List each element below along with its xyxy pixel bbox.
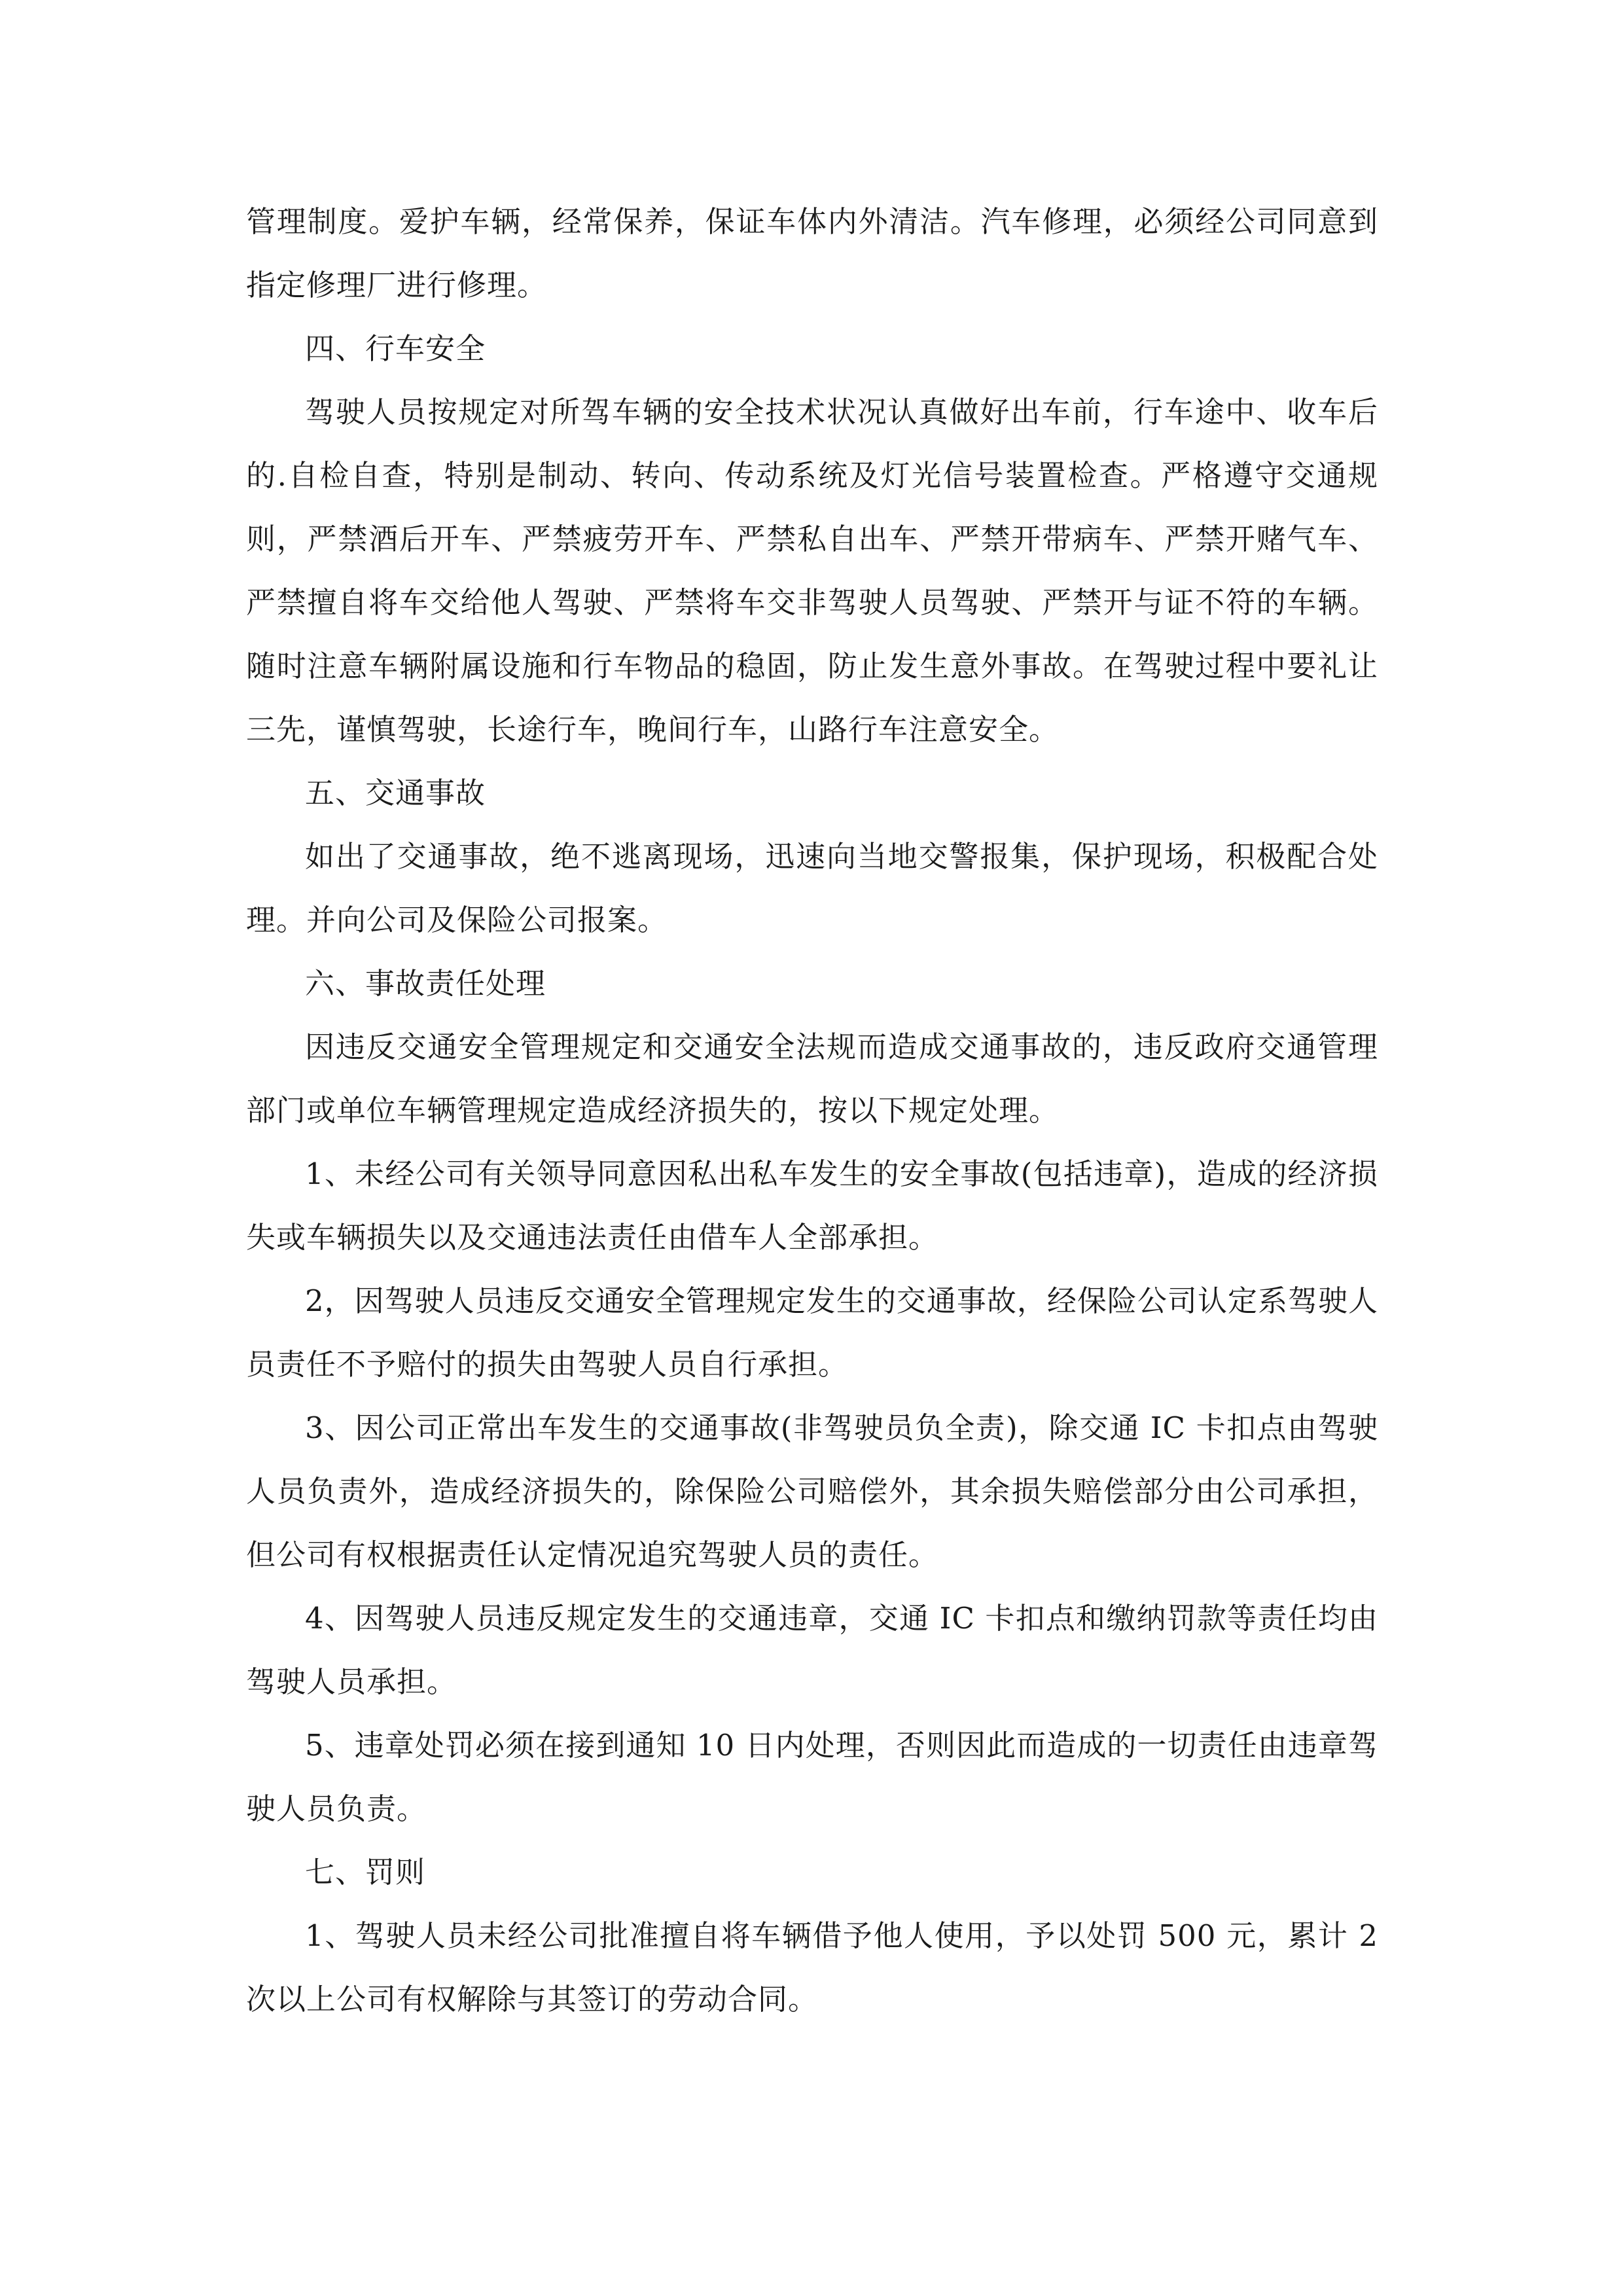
- section-heading-traffic-accident: 五、交通事故: [305, 776, 486, 810]
- list-item-liability-4: 4、因驾驶人员违反规定发生的交通违章，交通 IC 卡扣点和缴纳罚款等责任均由驾驶人员承担。: [246, 1601, 1378, 1699]
- list-item-liability-1: 1、未经公司有关领导同意因私出私车发生的安全事故(包括违章)，造成的经济损失或车辆损失以及交通违法责任由借车人全部承担。: [246, 1157, 1378, 1255]
- paragraph-accident-liability: 因违反交通安全管理规定和交通安全法规而造成交通事故的，违反政府交通管理部门或单位车辆管理规定造成经济损失的，按以下规定处理。: [246, 1030, 1378, 1128]
- list-item-liability-5: 5、违章处罚必须在接到通知 10 日内处理，否则因此而造成的一切责任由违章驾驶人员负责。: [246, 1728, 1378, 1826]
- list-item-penalty-1: 1、驾驶人员未经公司批准擅自将车辆借予他人使用，予以处罚 500 元，累计 2 次以上公司有权解除与其签订的劳动合同。: [246, 1918, 1378, 2017]
- section-heading-penalties: 七、罚则: [305, 1855, 426, 1890]
- paragraph-continued: 管理制度。爱护车辆，经常保养，保证车体内外清洁。汽车修理，必须经公司同意到指定修理厂进行修理。: [246, 204, 1378, 302]
- section-heading-driving-safety: 四、行车安全: [305, 331, 486, 366]
- document-page: [246, 190, 1378, 2031]
- list-item-liability-3: 3、因公司正常出车发生的交通事故(非驾驶员负全责)，除交通 IC 卡扣点由驾驶人员负责外，造成经济损失的，除保险公司赔偿外，其余损失赔偿部分由公司承担，但公司有权根据责任认定情况追究驾驶人员的责任。: [246, 1410, 1378, 1572]
- paragraph-traffic-accident: 如出了交通事故，绝不逃离现场，迅速向当地交警报集，保护现场，积极配合处理。并向公司及保险公司报案。: [246, 839, 1378, 937]
- section-heading-accident-liability: 六、事故责任处理: [305, 966, 546, 1001]
- list-item-liability-2: 2，因驾驶人员违反交通安全管理规定发生的交通事故，经保险公司认定系驾驶人员责任不予赔付的损失由驾驶人员自行承担。: [246, 1283, 1378, 1382]
- paragraph-driving-safety: 驾驶人员按规定对所驾车辆的安全技术状况认真做好出车前，行车途中、收车后的.自检自查，特别是制动、转向、传动系统及灯光信号装置检查。严格遵守交通规则，严禁酒后开车、严禁疲劳开车、严禁私自出车、严禁开带病车、严禁开赌气车、严禁擅自将车交给他人驾驶、严禁将车交非驾驶人员驾驶、严禁开与证不符的车辆。随时注意车辆附属设施和行车物品的稳固，防止发生意外事故。在驾驶过程中要礼让三先，谨慎驾驶，长途行车，晚间行车，山路行车注意安全。: [246, 395, 1378, 747]
